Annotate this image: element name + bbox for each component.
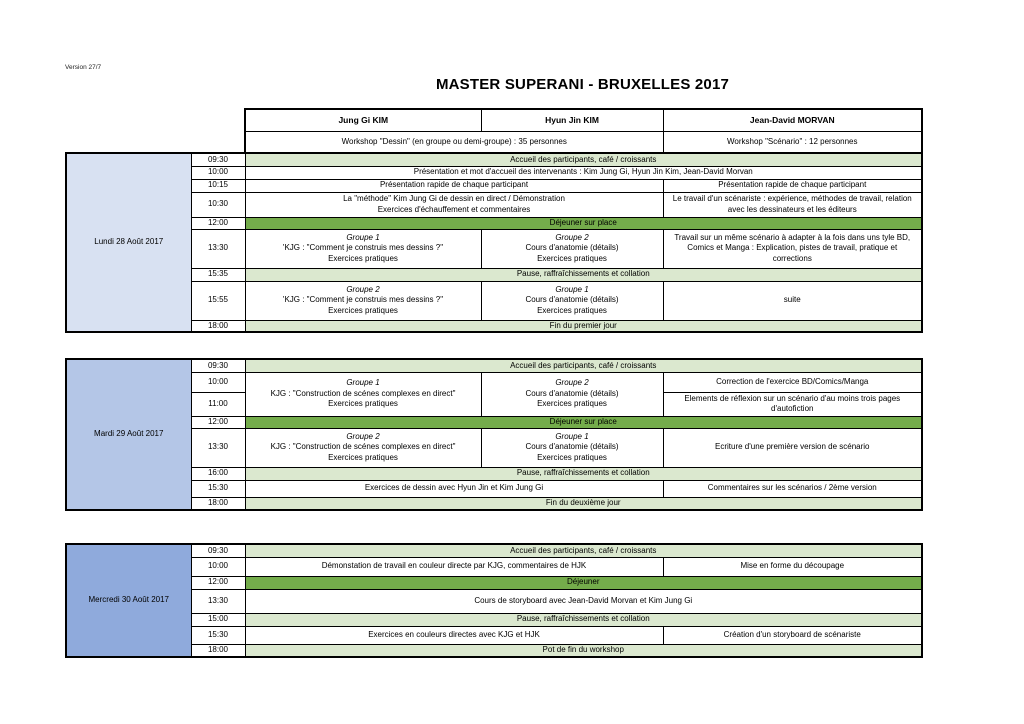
time-cell: 15:00	[191, 613, 245, 626]
schedule-cell	[245, 217, 922, 229]
schedule-cell-line: Exercices pratiques	[537, 305, 607, 315]
schedule-row	[66, 179, 922, 192]
schedule-cell	[663, 480, 922, 497]
time-cell: 09:30	[191, 359, 245, 372]
schedule-cell-line: 'KJG : "Comment je construis mes dessins ?"	[282, 295, 444, 305]
schedule-cell-line: Pause, raffraîchissements et collation	[516, 614, 650, 624]
schedule-cell-line: Déjeuner	[567, 577, 600, 587]
schedule-cell	[245, 428, 481, 467]
schedule-cell	[245, 613, 922, 626]
schedule-cell-line: Groupe 1	[555, 431, 589, 441]
schedule-cell-line: Déjeuner sur place	[549, 217, 617, 227]
schedule-cell-line: Exercices d'échauffement et commentaires	[377, 204, 531, 214]
schedule-cell	[245, 557, 663, 576]
schedule-cell-line: avec les dessinateurs et les éditeurs	[727, 204, 857, 214]
schedule-cell	[245, 467, 922, 480]
schedule-cell	[245, 320, 922, 332]
schedule-cell-line: Pause, raffraîchissements et collation	[516, 269, 650, 279]
schedule-cell-line: Exercices pratiques	[537, 399, 607, 409]
schedule-cell	[481, 229, 663, 268]
schedule-cell-line: KJG : "Construction de scénes complexes en direct"	[270, 388, 456, 398]
schedule-cell	[245, 359, 922, 372]
schedule-cell	[663, 372, 922, 392]
schedule-cell	[245, 416, 922, 428]
schedule-cell-line: Groupe 2	[555, 378, 589, 388]
schedule-cell	[663, 281, 922, 320]
schedule-cell-line: Accueil des participants, café / croissants	[510, 360, 657, 370]
schedule-cell	[663, 392, 922, 416]
schedule-cell-line: La "méthode" Kim Jung Gi de dessin en direct / Démonstration	[343, 194, 565, 204]
schedule-cell	[245, 166, 922, 179]
time-cell: 09:30	[191, 544, 245, 557]
schedule-cell	[663, 626, 922, 644]
schedule-row	[66, 626, 922, 644]
schedule-cell-line: Cours de storyboard avec Jean-David Morvan et Kim Jung Gi	[474, 595, 693, 605]
schedule-row	[66, 192, 922, 217]
version-label: Version 27/7	[65, 64, 102, 71]
schedule-cell	[245, 626, 663, 644]
schedule-row	[66, 576, 922, 589]
time-cell: 10:00	[191, 166, 245, 179]
schedule-cell	[245, 589, 922, 613]
schedule-cell-line: 'KJG : "Comment je construis mes dessins ?"	[282, 243, 444, 253]
schedule-row	[66, 416, 922, 428]
day-label: Lundi 28 Août 2017	[66, 153, 191, 332]
time-cell: 13:30	[191, 229, 245, 268]
schedule-cell-line: Présentation et mot d'accueil des intervenants : Kim Jung Gi, Hyun Jin Kim, Jean-David Morvan	[413, 167, 753, 177]
time-cell: 15:30	[191, 626, 245, 644]
schedule-cell-line: Mise en forme du découpage	[740, 561, 845, 571]
schedule-cell	[481, 281, 663, 320]
time-cell: 10:15	[191, 179, 245, 192]
schedule-cell-line: Cours d'anatomie (détails)	[525, 243, 619, 253]
schedule-cell-line: Correction de l'exercice BD/Comics/Manga	[716, 376, 869, 386]
time-cell: 12:00	[191, 217, 245, 229]
time-cell: 15:55	[191, 281, 245, 320]
schedule-cell-line: suite	[783, 295, 801, 305]
schedule-row	[66, 281, 922, 320]
schedule-cell-line: Exercices pratiques	[328, 452, 398, 462]
schedule-cell-line: Exercices de dessin avec Hyun Jin et Kim Jung Gi	[364, 483, 544, 493]
header-col-jung-gi-kim: Jung Gi KIM	[245, 109, 481, 131]
schedule-row	[66, 589, 922, 613]
time-cell: 18:00	[191, 644, 245, 657]
schedule-cell-line: Accueil des participants, café / croissants	[510, 545, 657, 555]
schedule-cell-line: d'autofiction	[771, 404, 814, 413]
schedule-cell-line: Ecriture d'une première version de scénario	[715, 442, 870, 452]
time-cell: 10:00	[191, 557, 245, 576]
schedule-row	[66, 217, 922, 229]
schedule-row	[66, 428, 922, 467]
schedule-cell-line: Présentation rapide de chaque participant	[718, 180, 867, 190]
header-col-hyun-jin-kim: Hyun Jin KIM	[481, 109, 663, 131]
day-label: Mercredi 30 Août 2017	[66, 544, 191, 657]
schedule-cell-line: Exercices pratiques	[328, 305, 398, 315]
schedule-cell-line: Le travail d'un scénariste : expérience, méthodes de travail, relation	[672, 194, 912, 204]
workshop-scenario-label: Workshop "Scénario" : 12 personnes	[663, 131, 922, 153]
schedule-cell-line: Commentaires sur les scénarios / 2ème version	[707, 483, 877, 493]
schedule-cell	[245, 644, 922, 657]
schedule-cell	[245, 229, 481, 268]
schedule-cell-line: Création d'un storyboard de scénariste	[723, 629, 861, 639]
time-cell: 15:30	[191, 480, 245, 497]
day-table-mardi	[65, 358, 923, 511]
schedule-cell	[481, 372, 663, 416]
schedule-cell	[245, 179, 663, 192]
time-cell: 18:00	[191, 320, 245, 332]
schedule-cell	[663, 179, 922, 192]
time-cell: 10:00	[191, 372, 245, 392]
schedule-cell-line: Comics et Manga : Explication, pistes de travail, pratique et	[687, 243, 898, 253]
time-cell: 16:00	[191, 467, 245, 480]
schedule-row	[66, 372, 922, 392]
schedule-cell-line: Exercices pratiques	[328, 253, 398, 263]
header-names-row	[245, 109, 922, 131]
schedule-row	[66, 268, 922, 281]
schedule-row	[66, 359, 922, 372]
schedule-cell-line: corrections	[772, 253, 812, 263]
time-cell: 11:00	[191, 392, 245, 416]
time-cell: 18:00	[191, 497, 245, 510]
schedule-cell-line: Pot de fin du workshop	[542, 645, 624, 655]
day-label: Mardi 29 Août 2017	[66, 359, 191, 510]
day-table-mercredi	[65, 543, 923, 658]
schedule-cell	[663, 557, 922, 576]
schedule-cell-line: Exercices en couleurs directes avec KJG et HJK	[368, 629, 540, 639]
schedule-cell-line: Cours d'anatomie (détails)	[525, 388, 619, 398]
schedule-cell	[245, 576, 922, 589]
schedule-row	[66, 644, 922, 657]
schedule-row	[66, 229, 922, 268]
schedule-cell-line: Elements de réflexion sur un scénario d'au moins trois pages	[684, 393, 901, 403]
schedule-row	[66, 544, 922, 557]
day-table-lundi	[65, 152, 923, 333]
schedule-cell	[245, 544, 922, 557]
time-cell: 13:30	[191, 428, 245, 467]
schedule-cell	[481, 428, 663, 467]
schedule-cell-line: Accueil des participants, café / croissants	[510, 154, 657, 164]
schedule-cell-line: Fin du deuxième jour	[545, 498, 621, 508]
schedule-row	[66, 497, 922, 510]
schedule-row	[66, 480, 922, 497]
schedule-cell	[245, 192, 663, 217]
schedule-cell-line: Démonstation de travail en couleur directe par KJG, commentaires de HJK	[321, 561, 587, 571]
time-cell: 10:30	[191, 192, 245, 217]
time-cell: 12:00	[191, 576, 245, 589]
time-cell: 15:35	[191, 268, 245, 281]
header-col-jean-david-morvan: Jean-David MORVAN	[663, 109, 922, 131]
schedule-cell-line: Groupe 2	[346, 431, 380, 441]
schedule-cell-line: Fin du premier jour	[549, 320, 617, 330]
schedule-row	[66, 557, 922, 576]
schedule-row	[66, 153, 922, 166]
schedule-cell-line: Cours d'anatomie (détails)	[525, 442, 619, 452]
schedule-cell	[245, 480, 663, 497]
schedule-cell-line: Exercices pratiques	[328, 399, 398, 409]
schedule-cell-line: Groupe 1	[346, 232, 380, 242]
schedule-cell	[245, 281, 481, 320]
schedule-cell-line: Présentation rapide de chaque participant	[379, 180, 529, 190]
schedule-cell-line: Groupe 1	[555, 284, 589, 294]
schedule-row	[66, 613, 922, 626]
schedule-cell	[663, 428, 922, 467]
schedule-row	[66, 166, 922, 179]
header-workshops-row	[245, 131, 922, 153]
schedule-cell	[245, 268, 922, 281]
schedule-cell	[663, 229, 922, 268]
schedule-cell-line: Déjeuner sur place	[549, 416, 617, 426]
workshop-dessin-label: Workshop "Dessin" (en groupe ou demi-groupe) : 35 personnes	[245, 131, 663, 153]
schedule-cell	[245, 372, 481, 416]
schedule-cell-line: Groupe 1	[346, 378, 380, 388]
schedule-cell-line: Cours d'anatomie (détails)	[525, 295, 619, 305]
schedule-cell-line: Exercices pratiques	[537, 253, 607, 263]
schedule-cell-line: Groupe 2	[346, 284, 380, 294]
page-title: MASTER SUPERANI - BRUXELLES 2017	[435, 76, 730, 93]
schedule-cell-line: Travail sur un même scénario à adapter à la fois dans uns tyle BD,	[674, 232, 911, 242]
schedule-cell-line: KJG : "Construction de scénes complexes en direct"	[270, 442, 456, 452]
schedule-cell-line: Groupe 2	[555, 232, 589, 242]
time-cell: 09:30	[191, 153, 245, 166]
time-cell: 12:00	[191, 416, 245, 428]
schedule-cell-line: Pause, raffraîchissements et collation	[516, 468, 650, 478]
time-cell: 13:30	[191, 589, 245, 613]
header-table	[244, 108, 923, 154]
schedule-row	[66, 467, 922, 480]
schedule-cell	[245, 153, 922, 166]
schedule-cell	[245, 497, 922, 510]
schedule-cell	[663, 192, 922, 217]
schedule-cell-line: Exercices pratiques	[537, 452, 607, 462]
schedule-row	[66, 320, 922, 332]
